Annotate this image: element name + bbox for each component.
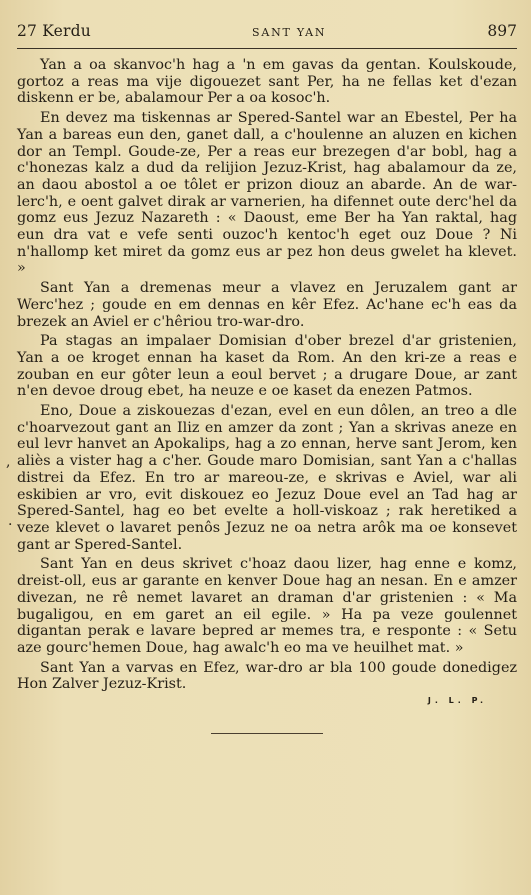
running-head-title: SANT YAN [251, 26, 327, 39]
paragraph: Yan a oa skanvoc'h hag a 'n em gavas da gentan. Koulskoude, gortoz a reas ma vije digouezet sant Per, ha ne fellas ket d'ezan diskenn er be, abalamour Per a oa kosoc'h. [17, 57, 517, 107]
paragraph: En devez ma tiskennas ar Spered-Santel war an Ebestel, Per ha Yan a bareas eun den, ganet dall, a c'houlenne an aluzen en kichen dor an Templ. Goude-ze, Per a reas eur brezegen d'ar bobl, hag a c'honezas kalz a dud da relijion Jezuz-Krist, hag abalamour da ze, an daou abostol a oe tôlet er prizon diouz an abarde. An de war-lerc'h, e oent galvet dirak ar varnerien, ha difennet oute derc'hel da gomz eus Jezuz Nazareth : « Daoust, eme Ber ha Yan raktal, hag eun dra vat e vefe senti ouzoc'h kentoc'h eget ouz Doue ? Ni n'hallomp ket miret da gomz eus ar pez hon deus gwelet ha klevet. » [17, 110, 517, 277]
author-signature: J. L. P. [427, 696, 487, 706]
paragraph: Sant Yan en deus skrivet c'hoaz daou lizer, hag enne e komz, dreist-oll, eus ar garante en kenver Doue hag an nesan. En e amzer divezan, ne rê nemet lavaret an draman d'ar gristenien : « Ma bugaligou, en em garet an eil egile. » Ha pa veze goulennet digantan perak e lavare bepred ar memes tra, e responte : « Setu aze gourc'hemen Doue, hag awalc'h eo ma ve heuilhet mat. » [17, 556, 517, 656]
paragraph: Sant Yan a varvas en Efez, war-dro ar bla 100 goude donedigez Hon Zalver Jezuz-Krist. [17, 659, 517, 693]
margin-mark: , [6, 454, 11, 470]
running-head-date: 27 Kerdu [17, 22, 91, 40]
paragraph: Sant Yan a dremenas meur a vlavez en Jeruzalem gant ar Werc'hez ; goude en em dennas en kêr Efez. Ac'hane ec'h eas da brezek an Aviel er c'hêriou tro-war-dro. [17, 280, 517, 330]
running-head [17, 22, 517, 44]
page-number: 897 [487, 22, 517, 40]
header-rule [17, 48, 517, 49]
paragraph: Eno, Doue a ziskouezas d'ezan, evel en eun dôlen, an treo a dle c'hoarvezout gant an Iliz en amzer da zont ; Yan a skrivas aneze en eul levr hanvet an Apokalips, hag a zo ennan, herve sant Jerom, ken aliès a vister hag a c'her. Goude maro Domisian, sant Yan a c'hallas distrei da Efez. En tro ar mareou-ze, e skrivas e Aviel, war ali eskibien ar vro, evit diskouez eo Jezuz Doue evel an Tad hag ar Spered-Santel, hag eo bet evelte a holl-viskoaz ; rak heretiked a veze klevet o lavaret penôs Jezuz ne oa netra arôk ma oe konsevet gant ar Spered-Santel. [17, 403, 517, 553]
paragraph: Pa stagas an impalaer Domisian d'ober brezel d'ar gristenien, Yan a oe kroget ennan ha kaset da Rom. An den kri-ze a reas e zouban en eur gôter leun a eoul bervet ; a drugare Doue, ar zant n'en devoe droug ebet, ha neuze e oe kaset da enezen Patmos. [17, 333, 517, 400]
margin-mark: . [8, 513, 13, 529]
end-rule [211, 733, 323, 734]
article-body [17, 57, 517, 693]
